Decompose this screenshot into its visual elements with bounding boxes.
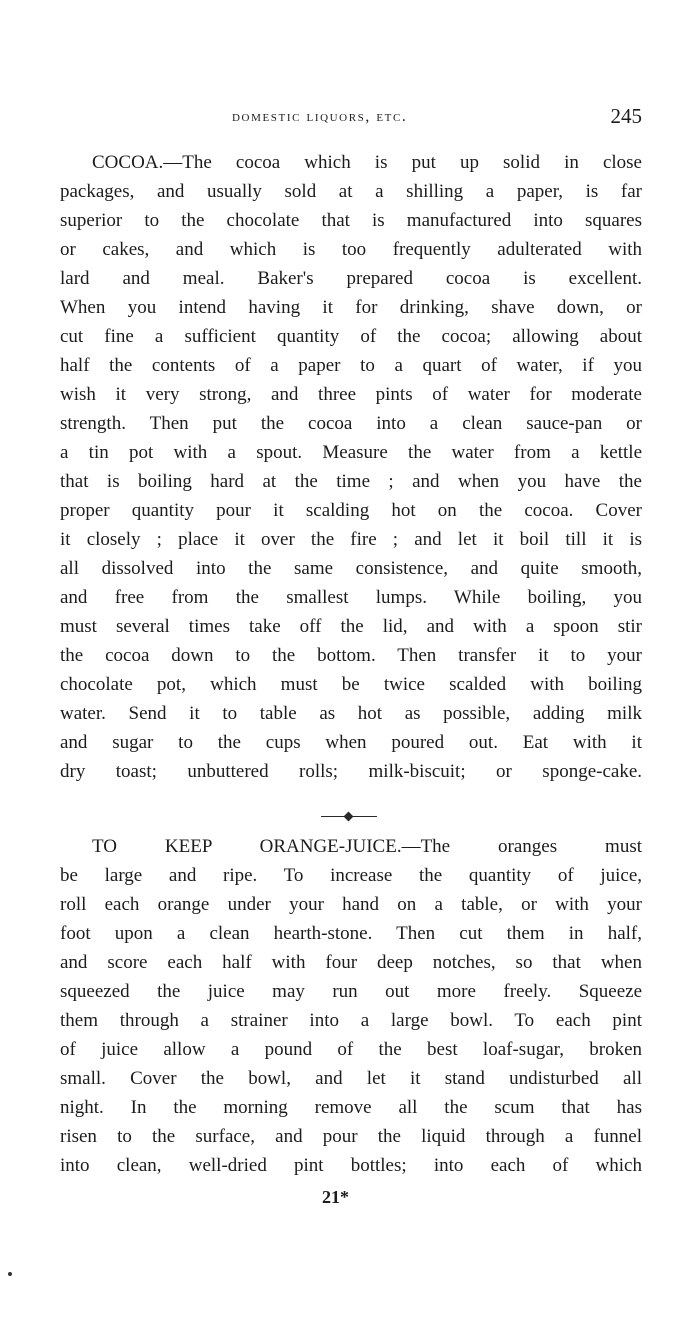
text-line: into clean, well-dried pint bottles; into each of which — [60, 1155, 642, 1176]
text-line: water. Send it to table as hot as possible, adding milk — [60, 703, 642, 724]
ink-speck — [8, 1272, 12, 1276]
running-title: domestic liquors, etc. — [232, 108, 408, 125]
text-line: superior to the chocolate that is manufactured into squares — [60, 210, 642, 231]
text-line: risen to the surface, and pour the liquid through a funnel — [60, 1126, 642, 1147]
text-line: night. In the morning remove all the scum that has — [60, 1097, 642, 1118]
text-line: chocolate pot, which must be twice scalded with boiling — [60, 674, 642, 695]
divider-diamond-ornament — [344, 812, 354, 822]
text-line: TO KEEP ORANGE-JUICE.—The oranges must — [92, 836, 642, 857]
text-line: it closely ; place it over the fire ; and let it boil till it is — [60, 529, 642, 550]
signature-mark: 21* — [322, 1187, 349, 1207]
text-line: wish it very strong, and three pints of water for moderate — [60, 384, 642, 405]
text-line: half the contents of a paper to a quart of water, if you — [60, 355, 642, 376]
section-divider — [321, 812, 377, 822]
page-number: 245 — [610, 104, 642, 128]
text-line: When you intend having it for drinking, shave down, or — [60, 297, 642, 318]
cocoa-paragraph — [60, 148, 642, 786]
text-line: must several times take off the lid, and with a spoon stir — [60, 616, 642, 637]
text-line: the cocoa down to the bottom. Then transfer it to your — [60, 645, 642, 666]
text-line: packages, and usually sold at a shilling a paper, is far — [60, 181, 642, 202]
text-line: all dissolved into the same consistence, and quite smooth, — [60, 558, 642, 579]
text-line: a tin pot with a spout. Measure the water from a kettle — [60, 442, 642, 463]
orange-juice-paragraph — [60, 832, 642, 1180]
text-line: squeezed the juice may run out more freely. Squeeze — [60, 981, 642, 1002]
text-line: proper quantity pour it scalding hot on the cocoa. Cover — [60, 500, 642, 521]
text-line: foot upon a clean hearth-stone. Then cut them in half, — [60, 923, 642, 944]
text-line: dry toast; unbuttered rolls; milk-biscuit; or sponge-cake. — [60, 761, 642, 782]
text-line: cut fine a sufficient quantity of the cocoa; allowing about — [60, 326, 642, 347]
text-line: strength. Then put the cocoa into a clean sauce-pan or — [60, 413, 642, 434]
text-line: lard and meal. Baker's prepared cocoa is excellent. — [60, 268, 642, 289]
text-line: or cakes, and which is too frequently adulterated with — [60, 239, 642, 260]
text-line: roll each orange under your hand on a table, or with your — [60, 894, 642, 915]
text-line: and score each half with four deep notches, so that when — [60, 952, 642, 973]
text-line: and free from the smallest lumps. While boiling, you — [60, 587, 642, 608]
text-line: be large and ripe. To increase the quantity of juice, — [60, 865, 642, 886]
text-line: small. Cover the bowl, and let it stand undisturbed all — [60, 1068, 642, 1089]
text-line: of juice allow a pound of the best loaf-sugar, broken — [60, 1039, 642, 1060]
running-head — [60, 104, 642, 134]
text-line: and sugar to the cups when poured out. Eat with it — [60, 732, 642, 753]
text-line: them through a strainer into a large bowl. To each pint — [60, 1010, 642, 1031]
text-line: COCOA.—The cocoa which is put up solid in close — [92, 152, 642, 173]
text-line: that is boiling hard at the time ; and when you have the — [60, 471, 642, 492]
